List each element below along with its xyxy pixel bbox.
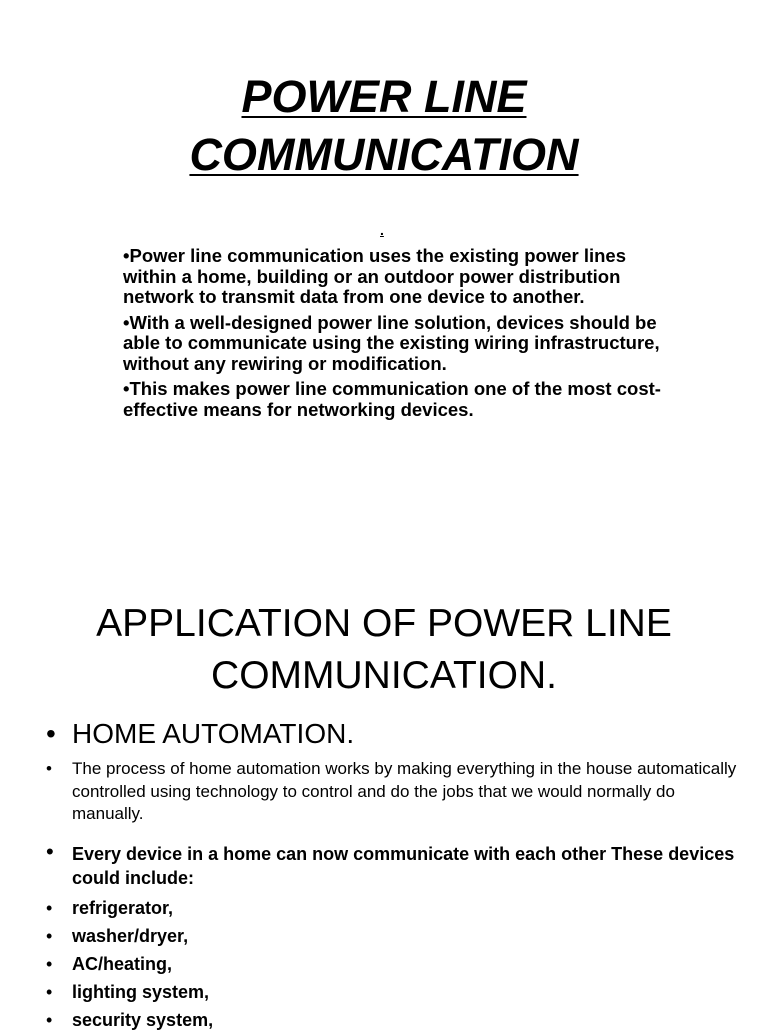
- list-item: [46, 894, 646, 922]
- section-heading: [0, 598, 768, 702]
- device-label: security system,: [72, 1010, 214, 1030]
- intro-paragraph-1: •Power line communication uses the existing power lines within a home, building or an outdoor power distribution network to transmit data from one device to another.: [123, 245, 627, 307]
- intro-paragraphs: [123, 246, 663, 425]
- section-heading-line-2: COMMUNICATION.: [211, 654, 557, 697]
- home-automation-heading: [46, 715, 354, 753]
- list-item: [46, 922, 646, 950]
- home-automation-description: [46, 758, 746, 826]
- title-line-2: COMMUNICATION: [189, 129, 579, 180]
- list-item: [46, 978, 646, 1006]
- bullet-icon: •: [46, 759, 52, 778]
- page-title: [0, 68, 768, 184]
- stray-dot: .: [380, 222, 384, 238]
- device-label: AC/heating,: [72, 954, 173, 974]
- home-automation-label: HOME AUTOMATION.: [72, 718, 355, 749]
- bullet-icon: •: [46, 982, 53, 1002]
- intro-paragraph-2: •With a well-designed power line solution, devices should be able to communicate using the existing wiring infrastructure, without any rewiring or modification.: [123, 311, 660, 374]
- bullet-icon: •: [46, 954, 53, 974]
- bullet-icon: •: [46, 1010, 53, 1030]
- list-item: [46, 950, 646, 978]
- every-device-text: Every device in a home can now communicate with each other These devices could include:: [72, 844, 735, 888]
- list-item: [46, 1006, 646, 1034]
- bullet-icon: •: [46, 839, 54, 864]
- section-heading-line-1: APPLICATION OF POWER LINE: [96, 602, 672, 645]
- device-label: refrigerator,: [72, 898, 174, 918]
- device-list: [46, 894, 646, 1034]
- bullet-icon: •: [46, 898, 53, 918]
- intro-paragraph-3: •This makes power line communication one of the most cost-effective means for networking devices.: [123, 378, 661, 420]
- every-device-statement: [46, 839, 746, 890]
- bullet-icon: •: [46, 718, 56, 749]
- title-line-1: POWER LINE: [241, 71, 527, 122]
- description-text: The process of home automation works by making everything in the house automatically controlled using technology to control and do the jobs that we would normally do manually.: [72, 759, 737, 823]
- device-label: lighting system,: [72, 982, 210, 1002]
- device-label: washer/dryer,: [72, 926, 189, 946]
- bullet-icon: •: [46, 926, 53, 946]
